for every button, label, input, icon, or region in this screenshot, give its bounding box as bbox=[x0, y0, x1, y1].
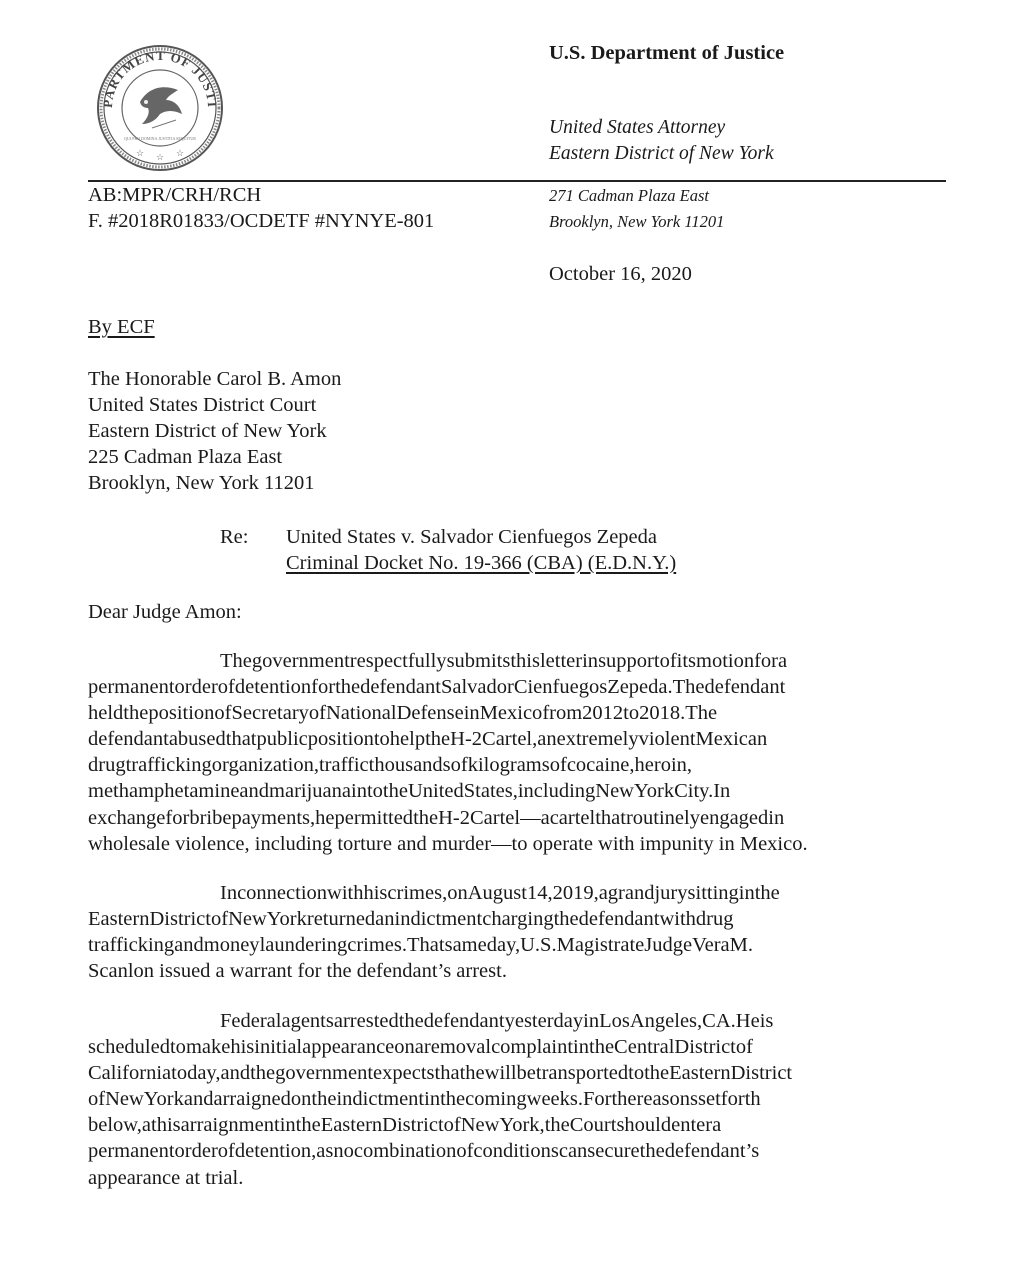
paragraph-line: Californiatoday,andthegovernmentexpectsthathewillbetransportedtotheEasternDistrict bbox=[88, 1062, 793, 1085]
paragraph-line: FederalagentsarrestedthedefendantyesterdayinLosAngeles,CA.Heis bbox=[220, 1010, 774, 1032]
svg-text:☆: ☆ bbox=[135, 148, 145, 158]
paragraph-line: Inconnectionwithhiscrimes,onAugust14,2019,agrandjurysittinginthe bbox=[220, 882, 780, 904]
file-number: F. #2018R01833/OCDETF #NYNYE-801 bbox=[88, 210, 435, 232]
paragraph-line: methamphetamineandmarijuanaintotheUnitedStates,includingNewYorkCity.In bbox=[88, 780, 731, 803]
recipient-line: United States District Court bbox=[88, 394, 317, 416]
salutation: Dear Judge Amon: bbox=[88, 601, 242, 623]
paragraph-line: heldthepositionofSecretaryofNationalDefenseinMexicofrom2012to2018.The bbox=[88, 702, 718, 725]
paragraph-line: traffickingandmoneylaunderingcrimes.Thatsameday,U.S.MagistrateJudgeVeraM. bbox=[88, 934, 754, 957]
body-paragraph-1 bbox=[88, 648, 946, 857]
recipient-line: 225 Cadman Plaza East bbox=[88, 446, 283, 468]
office-address-line-2: Brooklyn, New York 11201 bbox=[549, 212, 725, 231]
recipient-line: The Honorable Carol B. Amon bbox=[88, 368, 342, 390]
paragraph-line: Scanlon issued a warrant for the defendant’s arrest. bbox=[88, 960, 507, 983]
body-paragraph-3 bbox=[88, 1008, 946, 1191]
paragraph-line: Thegovernmentrespectfullysubmitsthisletterinsupportofitsmotionfora bbox=[220, 650, 788, 672]
office-address-line-1: 271 Cadman Plaza East bbox=[549, 186, 709, 205]
office-line-1: United States Attorney bbox=[549, 117, 726, 138]
svg-text:QUI PRO DOMINA JUSTITIA SEQUIT: QUI PRO DOMINA JUSTITIA SEQUITUR bbox=[124, 136, 196, 141]
svg-text:☆: ☆ bbox=[155, 152, 165, 162]
paragraph-line: permanentorderofdetention,asnocombinationofconditionscansecurethedefendant’s bbox=[88, 1140, 760, 1163]
paragraph-line: drugtraffickingorganization,trafficthousandsofkilogramsofcocaine,heroin, bbox=[88, 754, 693, 777]
re-docket: Criminal Docket No. 19-366 (CBA) (E.D.N.Y.) bbox=[286, 552, 677, 574]
paragraph-line: EasternDistrictofNewYorkreturnedanindictmentchargingthedefendantwithdrug bbox=[88, 908, 734, 931]
letter-date: October 16, 2020 bbox=[549, 263, 692, 285]
paragraph-line: permanentorderofdetentionforthedefendantSalvadorCienfuegosZepeda.Thedefendant bbox=[88, 676, 786, 699]
paragraph-line: wholesale violence, including torture and murder—to operate with impunity in Mexico. bbox=[88, 832, 808, 855]
paragraph-line: exchangeforbribepayments,hepermittedtheH-2Cartel—acartelthatroutinelyengagedin bbox=[88, 806, 785, 829]
paragraph-line: appearance at trial. bbox=[88, 1166, 244, 1189]
paragraph-line: defendantabusedthatpublicpositiontohelptheH-2Cartel,anextremelyviolentMexican bbox=[88, 728, 768, 751]
paragraph-line: ofNewYorkandarraignedontheindictmentinthecomingweeks.Forthereasonssetforth bbox=[88, 1088, 761, 1111]
paragraph-line: scheduledtomakehisinitialappearanceonaremovalcomplaintintheCentralDistrictof bbox=[88, 1036, 753, 1059]
re-case-name: United States v. Salvador Cienfuegos Zepeda bbox=[286, 526, 657, 548]
recipient-line: Brooklyn, New York 11201 bbox=[88, 472, 315, 494]
delivery-method: By ECF bbox=[88, 316, 155, 338]
body-paragraph-2 bbox=[88, 880, 946, 984]
paragraph-line: below,athisarraignmentintheEasternDistrictofNewYork,theCourtshouldentera bbox=[88, 1114, 722, 1137]
re-label: Re: bbox=[220, 526, 249, 548]
recipient-line: Eastern District of New York bbox=[88, 420, 327, 442]
svg-text:☆: ☆ bbox=[175, 148, 185, 158]
office-line-2: Eastern District of New York bbox=[549, 143, 774, 164]
department-of-justice-seal-icon bbox=[96, 44, 224, 172]
svg-text:DEPARTMENT OF JUSTICE: PARTMENT OF JUSTI bbox=[99, 47, 221, 109]
reference-initials: AB:MPR/CRH/RCH bbox=[88, 184, 262, 206]
recipient-address bbox=[88, 366, 341, 496]
department-title: U.S. Department of Justice bbox=[549, 42, 785, 64]
